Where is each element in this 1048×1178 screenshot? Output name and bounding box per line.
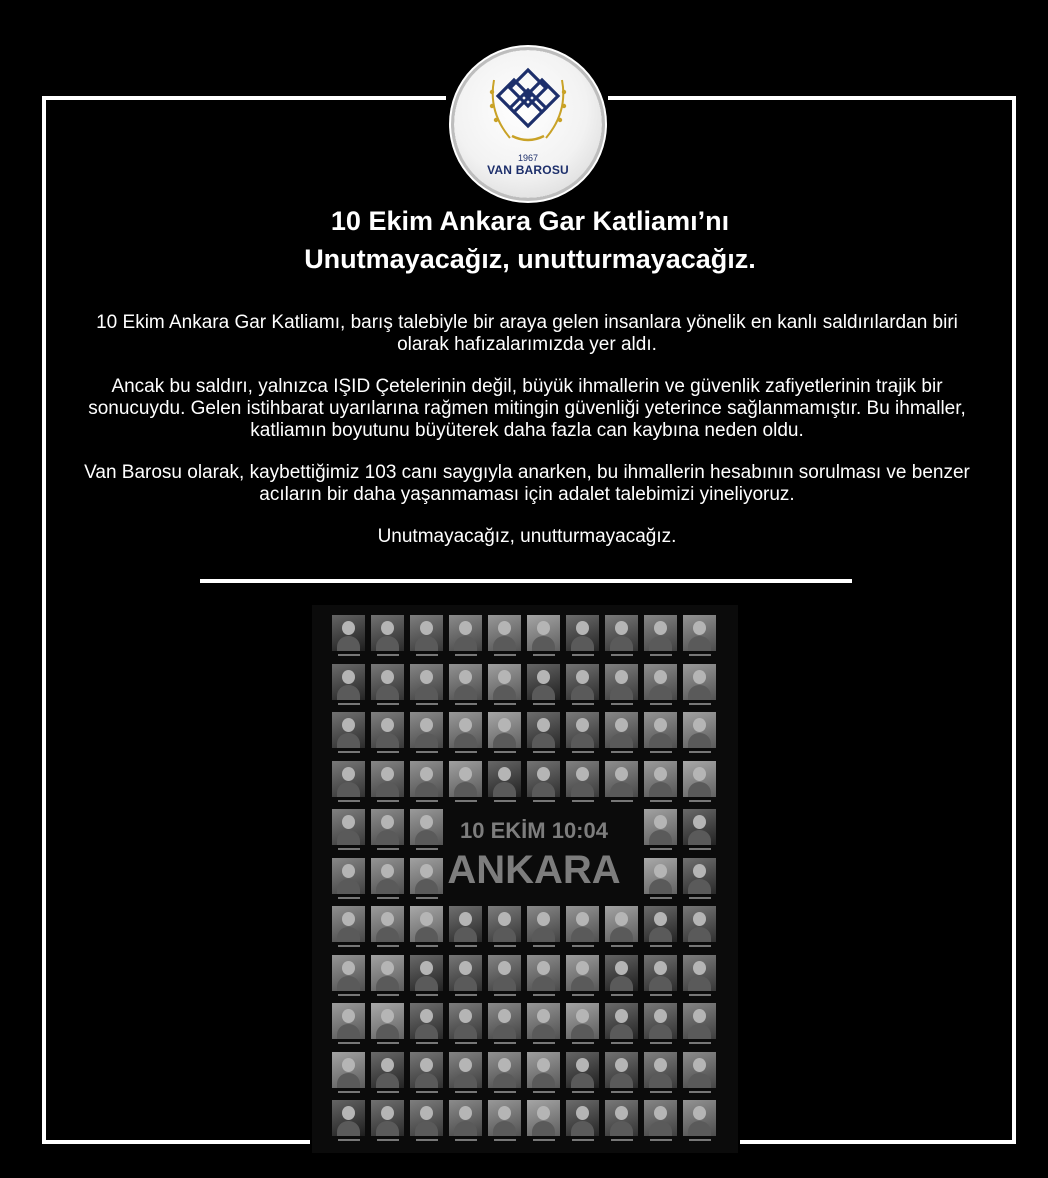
- frame-left: [42, 96, 46, 1144]
- logo-name: VAN BAROSU: [487, 163, 569, 177]
- paragraph-3: Van Barosu olarak, kaybettiğimiz 103 canı saygıyla anarken, bu ihmallerin hesabının sorulması ve benzer acıların bir daha yaşanmaması için adalet talebimizi yineliyoruz.: [84, 462, 970, 505]
- poster-caption: [434, 817, 634, 893]
- poster-date: 10 EKİM 10:04: [460, 818, 608, 843]
- title-line-2: Unutmayacağız, unutturmayacağız.: [304, 244, 756, 274]
- frame-top-left: [42, 96, 446, 100]
- title-line-1: 10 Ekim Ankara Gar Katliamı’nı: [330, 206, 730, 236]
- logo-year: 1967: [517, 153, 539, 163]
- frame-right: [1012, 96, 1016, 1144]
- memorial-poster: [312, 605, 738, 1153]
- paragraph-2: Ancak bu saldırı, yalnızca IŞID Çetelerinin değil, büyük ihmallerin ve güvenlik zafiyetlerinin trajik bir sonucuydu. Gelen istihbarat uyarılarına rağmen mitingin güvenliği yeterince sağlanmamıştır. Bu ihmaller, katliamın boyutunu büyüterek daha fazla can kaybına neden oldu.: [88, 376, 966, 441]
- paragraph-4: Unutmayacağız, unutturmayacağız.: [377, 526, 677, 547]
- paragraph-1: 10 Ekim Ankara Gar Katliamı, barış talebiyle bir araya gelen insanlara yönelik en kanlı saldırılardan biri olarak hafızalarımızda yer aldı.: [96, 312, 958, 355]
- poster-city: ANKARA: [447, 848, 621, 892]
- page-title: [100, 202, 960, 278]
- bar-emblem-icon: [484, 60, 572, 152]
- statement-text: [82, 312, 972, 568]
- divider-line: [200, 579, 852, 583]
- frame-bottom-left: [42, 1140, 310, 1144]
- van-barosu-logo: [454, 50, 602, 198]
- frame-bottom-right: [740, 1140, 1016, 1144]
- frame-top-right: [608, 96, 1016, 100]
